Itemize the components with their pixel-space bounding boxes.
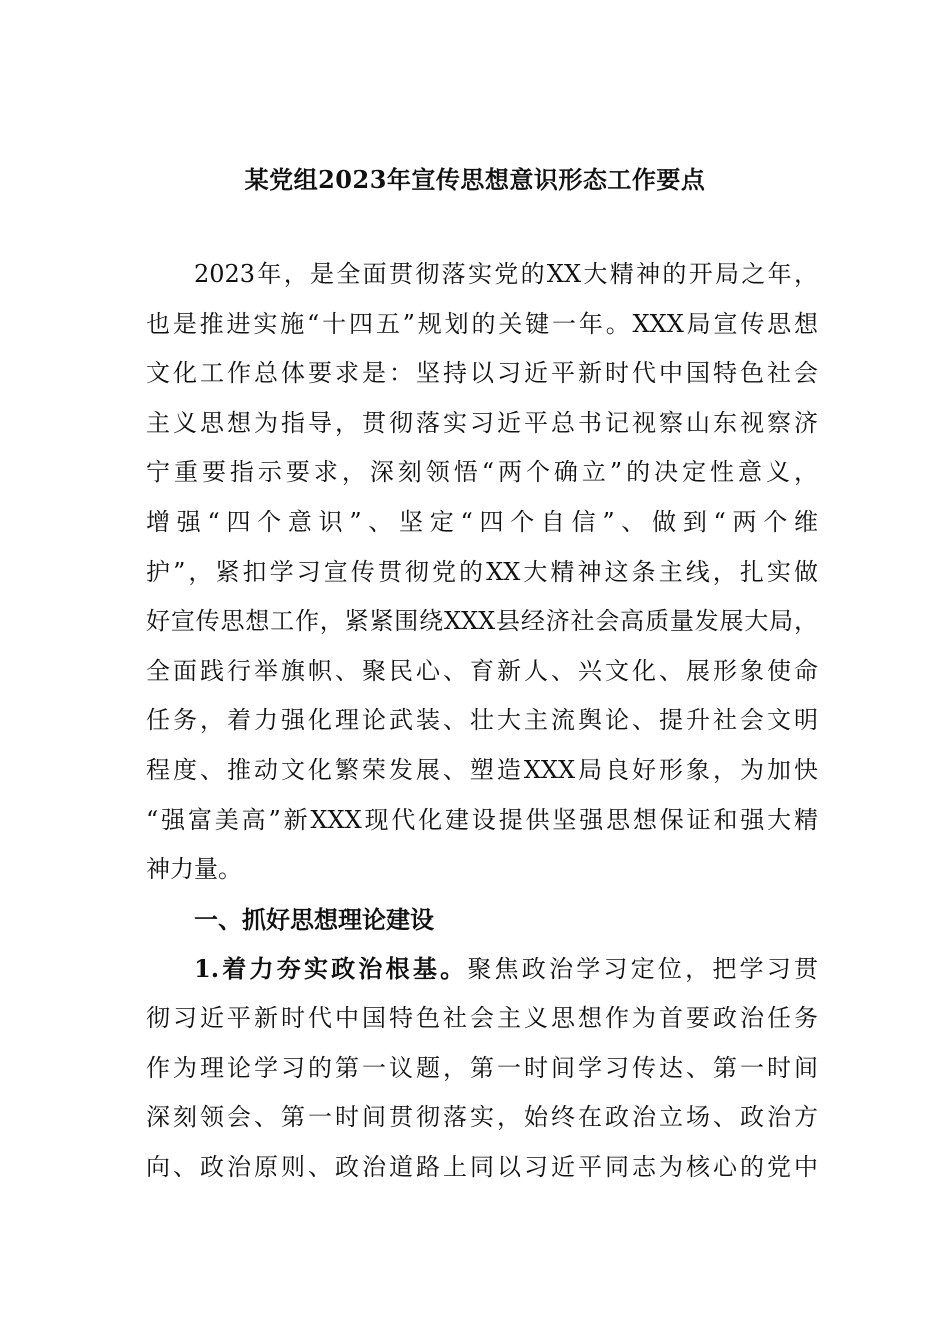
- paragraph-line: 全面践行举旗帜、聚民心、育新人、兴文化、展形象使命: [146, 656, 818, 685]
- paragraph-line: 程度、推动文化繁荣发展、塑造XXX局良好形象，为加快: [146, 755, 818, 784]
- item-line: 向、政治原则、政治道路上同以习近平同志为核心的党中: [146, 1152, 818, 1181]
- paragraph-line: 宁重要指示要求，深刻领悟“两个确立”的决定性意义，: [146, 458, 818, 487]
- item-lead: 1.着力夯实政治根基。: [194, 954, 468, 984]
- paragraph-line: 任务，着力强化理论武装、壮大主流舆论、提升社会文明: [146, 706, 818, 735]
- item-line: 彻习近平新时代中国特色社会主义思想作为首要政治任务: [146, 1003, 818, 1032]
- paragraph-line: 2023年，是全面贯彻落实党的XX大精神的开局之年，: [194, 260, 818, 288]
- paragraph-line: 文化工作总体要求是：坚持以习近平新时代中国特色社会: [146, 359, 818, 388]
- paragraph-line: 护”，紧扣学习宣传贯彻党的XX大精神这条主线，扎实做: [146, 557, 818, 586]
- paragraph-line: “强富美高”新XXX现代化建设提供坚强思想保证和强大精: [146, 805, 818, 834]
- item-lead-rest: 聚焦政治学习定位，把学习贯: [467, 955, 819, 984]
- paragraph-line: 好宣传思想工作，紧紧围绕XXX县经济社会高质量发展大局，: [146, 607, 818, 636]
- item-line: 作为理论学习的第一议题，第一时间学习传达、第一时间: [146, 1053, 818, 1082]
- section-heading: 一、抓好思想理论建设: [194, 904, 434, 934]
- item-line: 深刻领会、第一时间贯彻落实，始终在政治立场、政治方: [146, 1103, 818, 1132]
- document-body: [146, 250, 818, 1192]
- paragraph-line: 主义思想为指导，贯彻落实习近平总书记视察山东视察济: [146, 408, 818, 437]
- paragraph-line: 也是推进实施“十四五”规划的关键一年。XXX局宣传思想: [146, 309, 818, 338]
- document-title: 某党组2023年宣传思想意识形态工作要点: [244, 165, 706, 194]
- item-first-line: [146, 944, 818, 994]
- paragraph-line: 神力量。: [146, 855, 242, 884]
- paragraph-line: 增强“四个意识”、坚定“四个自信”、做到“两个维: [146, 507, 818, 536]
